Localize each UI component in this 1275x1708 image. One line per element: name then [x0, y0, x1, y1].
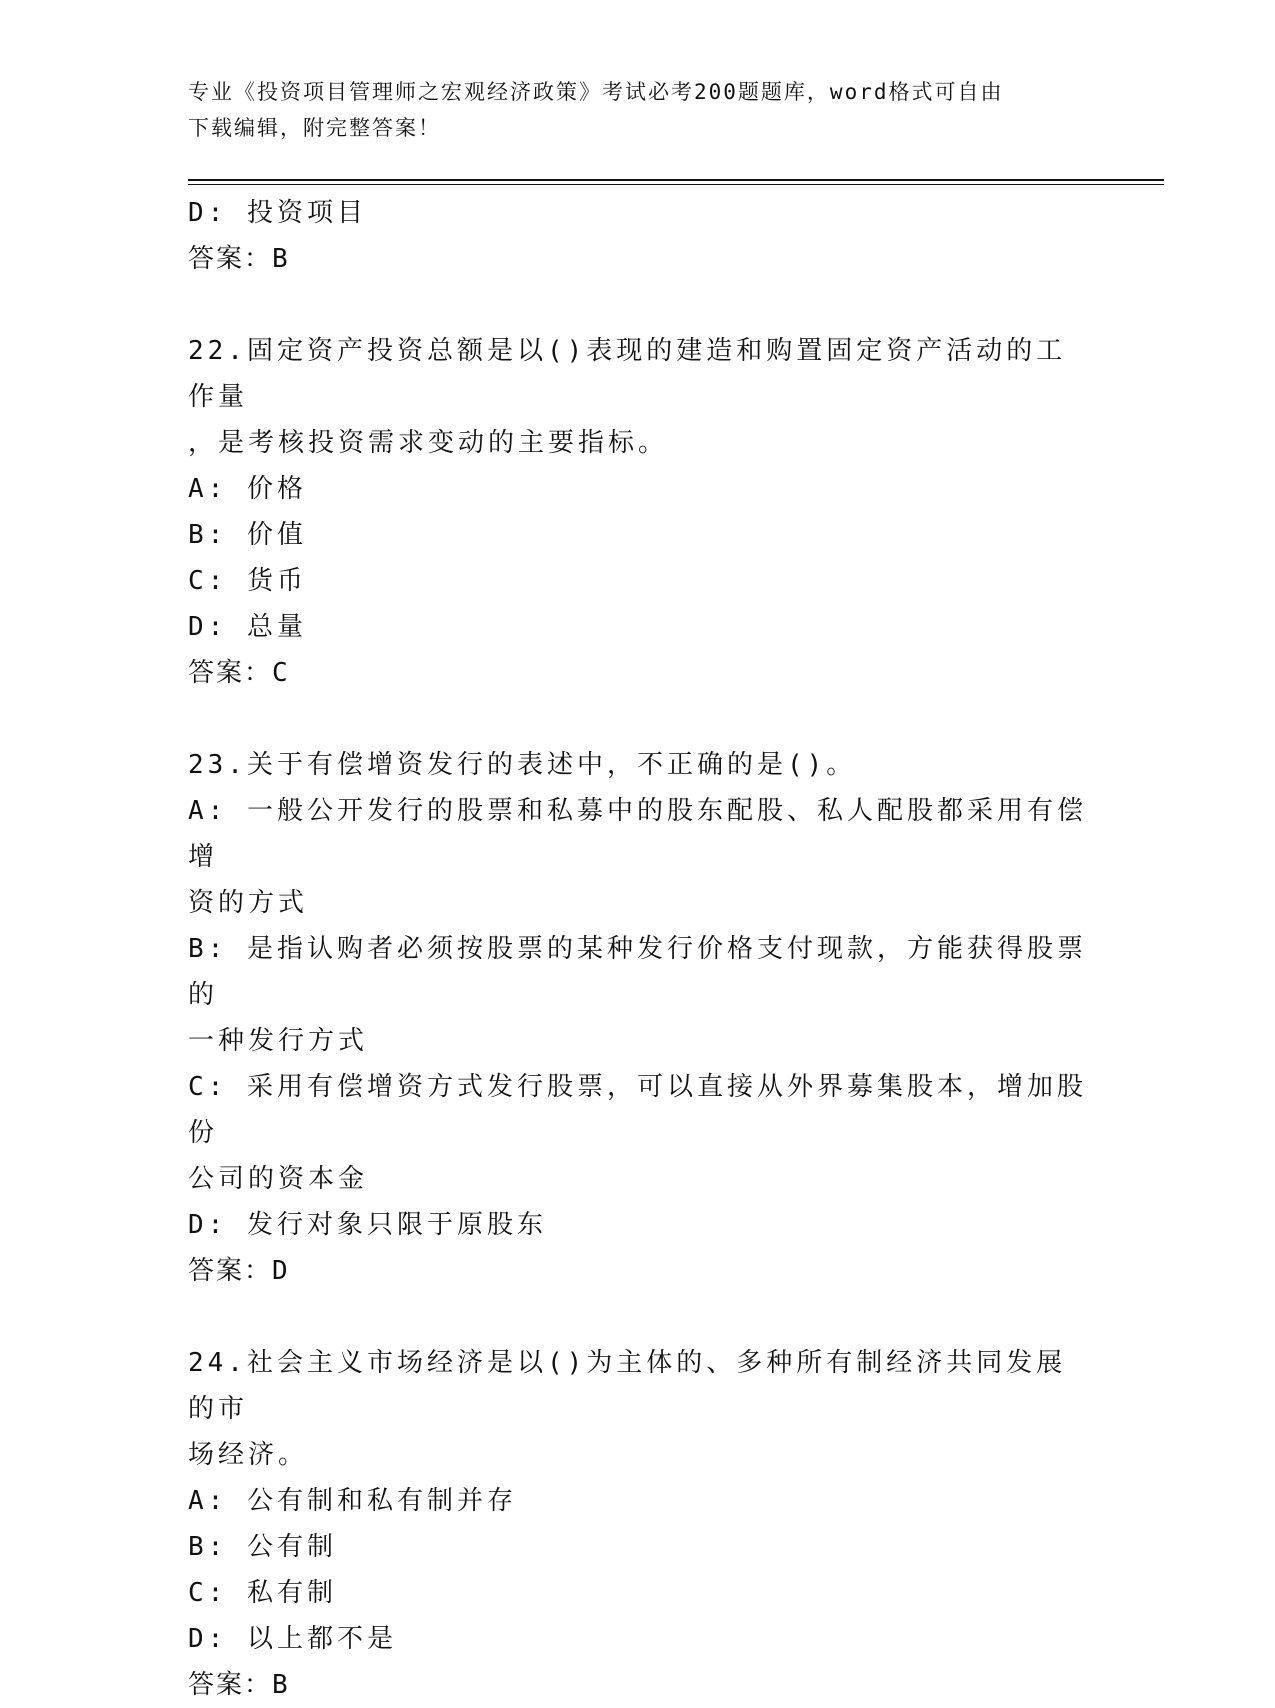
q21-answer	[188, 236, 1088, 282]
q24-stem-line-1: 24.社会主义市场经济是以()为主体的、多种所有制经济共同发展的市	[188, 1348, 1067, 1424]
header-line-1: 专业《投资项目管理师之宏观经济政策》考试必考200题题库，word格式可自由	[188, 80, 1004, 104]
q24-option-c: C: 私有制	[188, 1578, 337, 1608]
q22-option-b: B: 价值	[188, 520, 307, 550]
q22-option-d: D: 总量	[188, 612, 307, 642]
q23-option-a-line-2: 资的方式	[188, 888, 309, 918]
q23-answer-value: D	[272, 1256, 290, 1286]
q23-option-c-line-1: C: 采用有偿增资方式发行股票，可以直接从外界募集股本，增加股份	[188, 1072, 1087, 1148]
q24-option-a: A: 公有制和私有制并存	[188, 1486, 517, 1516]
question-spacer	[188, 696, 1088, 742]
q22-answer-value: C	[272, 658, 290, 688]
q23-stem-line-1: 23.关于有偿增资发行的表述中，不正确的是()。	[188, 750, 857, 780]
q21-answer-value: B	[272, 244, 290, 274]
q22-option-c: C: 货币	[188, 566, 307, 596]
header-divider-thin	[188, 184, 1164, 185]
question-24	[188, 1340, 1088, 1708]
q21-option-d: D: 投资项目	[188, 198, 367, 228]
question-spacer	[188, 1294, 1088, 1340]
q22-stem-line-2: ，是考核投资需求变动的主要指标。	[188, 428, 669, 458]
document-body	[188, 190, 1088, 1708]
q24-option-d: D: 以上都不是	[188, 1624, 397, 1654]
question-21	[188, 190, 1088, 282]
q22-option-a: A: 价格	[188, 474, 307, 504]
q23-option-b-line-2: 一种发行方式	[188, 1026, 369, 1056]
q23-option-c-line-2: 公司的资本金	[188, 1164, 369, 1194]
answer-label: 答案：	[188, 1256, 273, 1286]
header-line-2: 下载编辑，附完整答案！	[188, 116, 441, 140]
q24-stem-line-2: 场经济。	[188, 1440, 309, 1470]
q24-option-b: B: 公有制	[188, 1532, 337, 1562]
q24-answer	[188, 1662, 1088, 1708]
q23-option-b-line-1: B: 是指认购者必须按股票的某种发行价格支付现款，方能获得股票的	[188, 934, 1087, 1010]
document-header	[188, 74, 1088, 146]
header-divider-thick	[188, 179, 1164, 181]
question-23	[188, 742, 1088, 1294]
answer-label: 答案：	[188, 244, 273, 274]
question-22	[188, 328, 1088, 696]
q23-option-d: D: 发行对象只限于原股东	[188, 1210, 547, 1240]
q23-option-a-line-1: A: 一般公开发行的股票和私募中的股东配股、私人配股都采用有偿增	[188, 796, 1087, 872]
question-spacer	[188, 282, 1088, 328]
answer-label: 答案：	[188, 1670, 273, 1700]
answer-label: 答案：	[188, 658, 273, 688]
q22-stem-line-1: 22.固定资产投资总额是以()表现的建造和购置固定资产活动的工作量	[188, 336, 1067, 412]
q23-answer	[188, 1248, 1088, 1294]
q22-answer	[188, 650, 1088, 696]
q24-answer-value: B	[272, 1670, 290, 1700]
